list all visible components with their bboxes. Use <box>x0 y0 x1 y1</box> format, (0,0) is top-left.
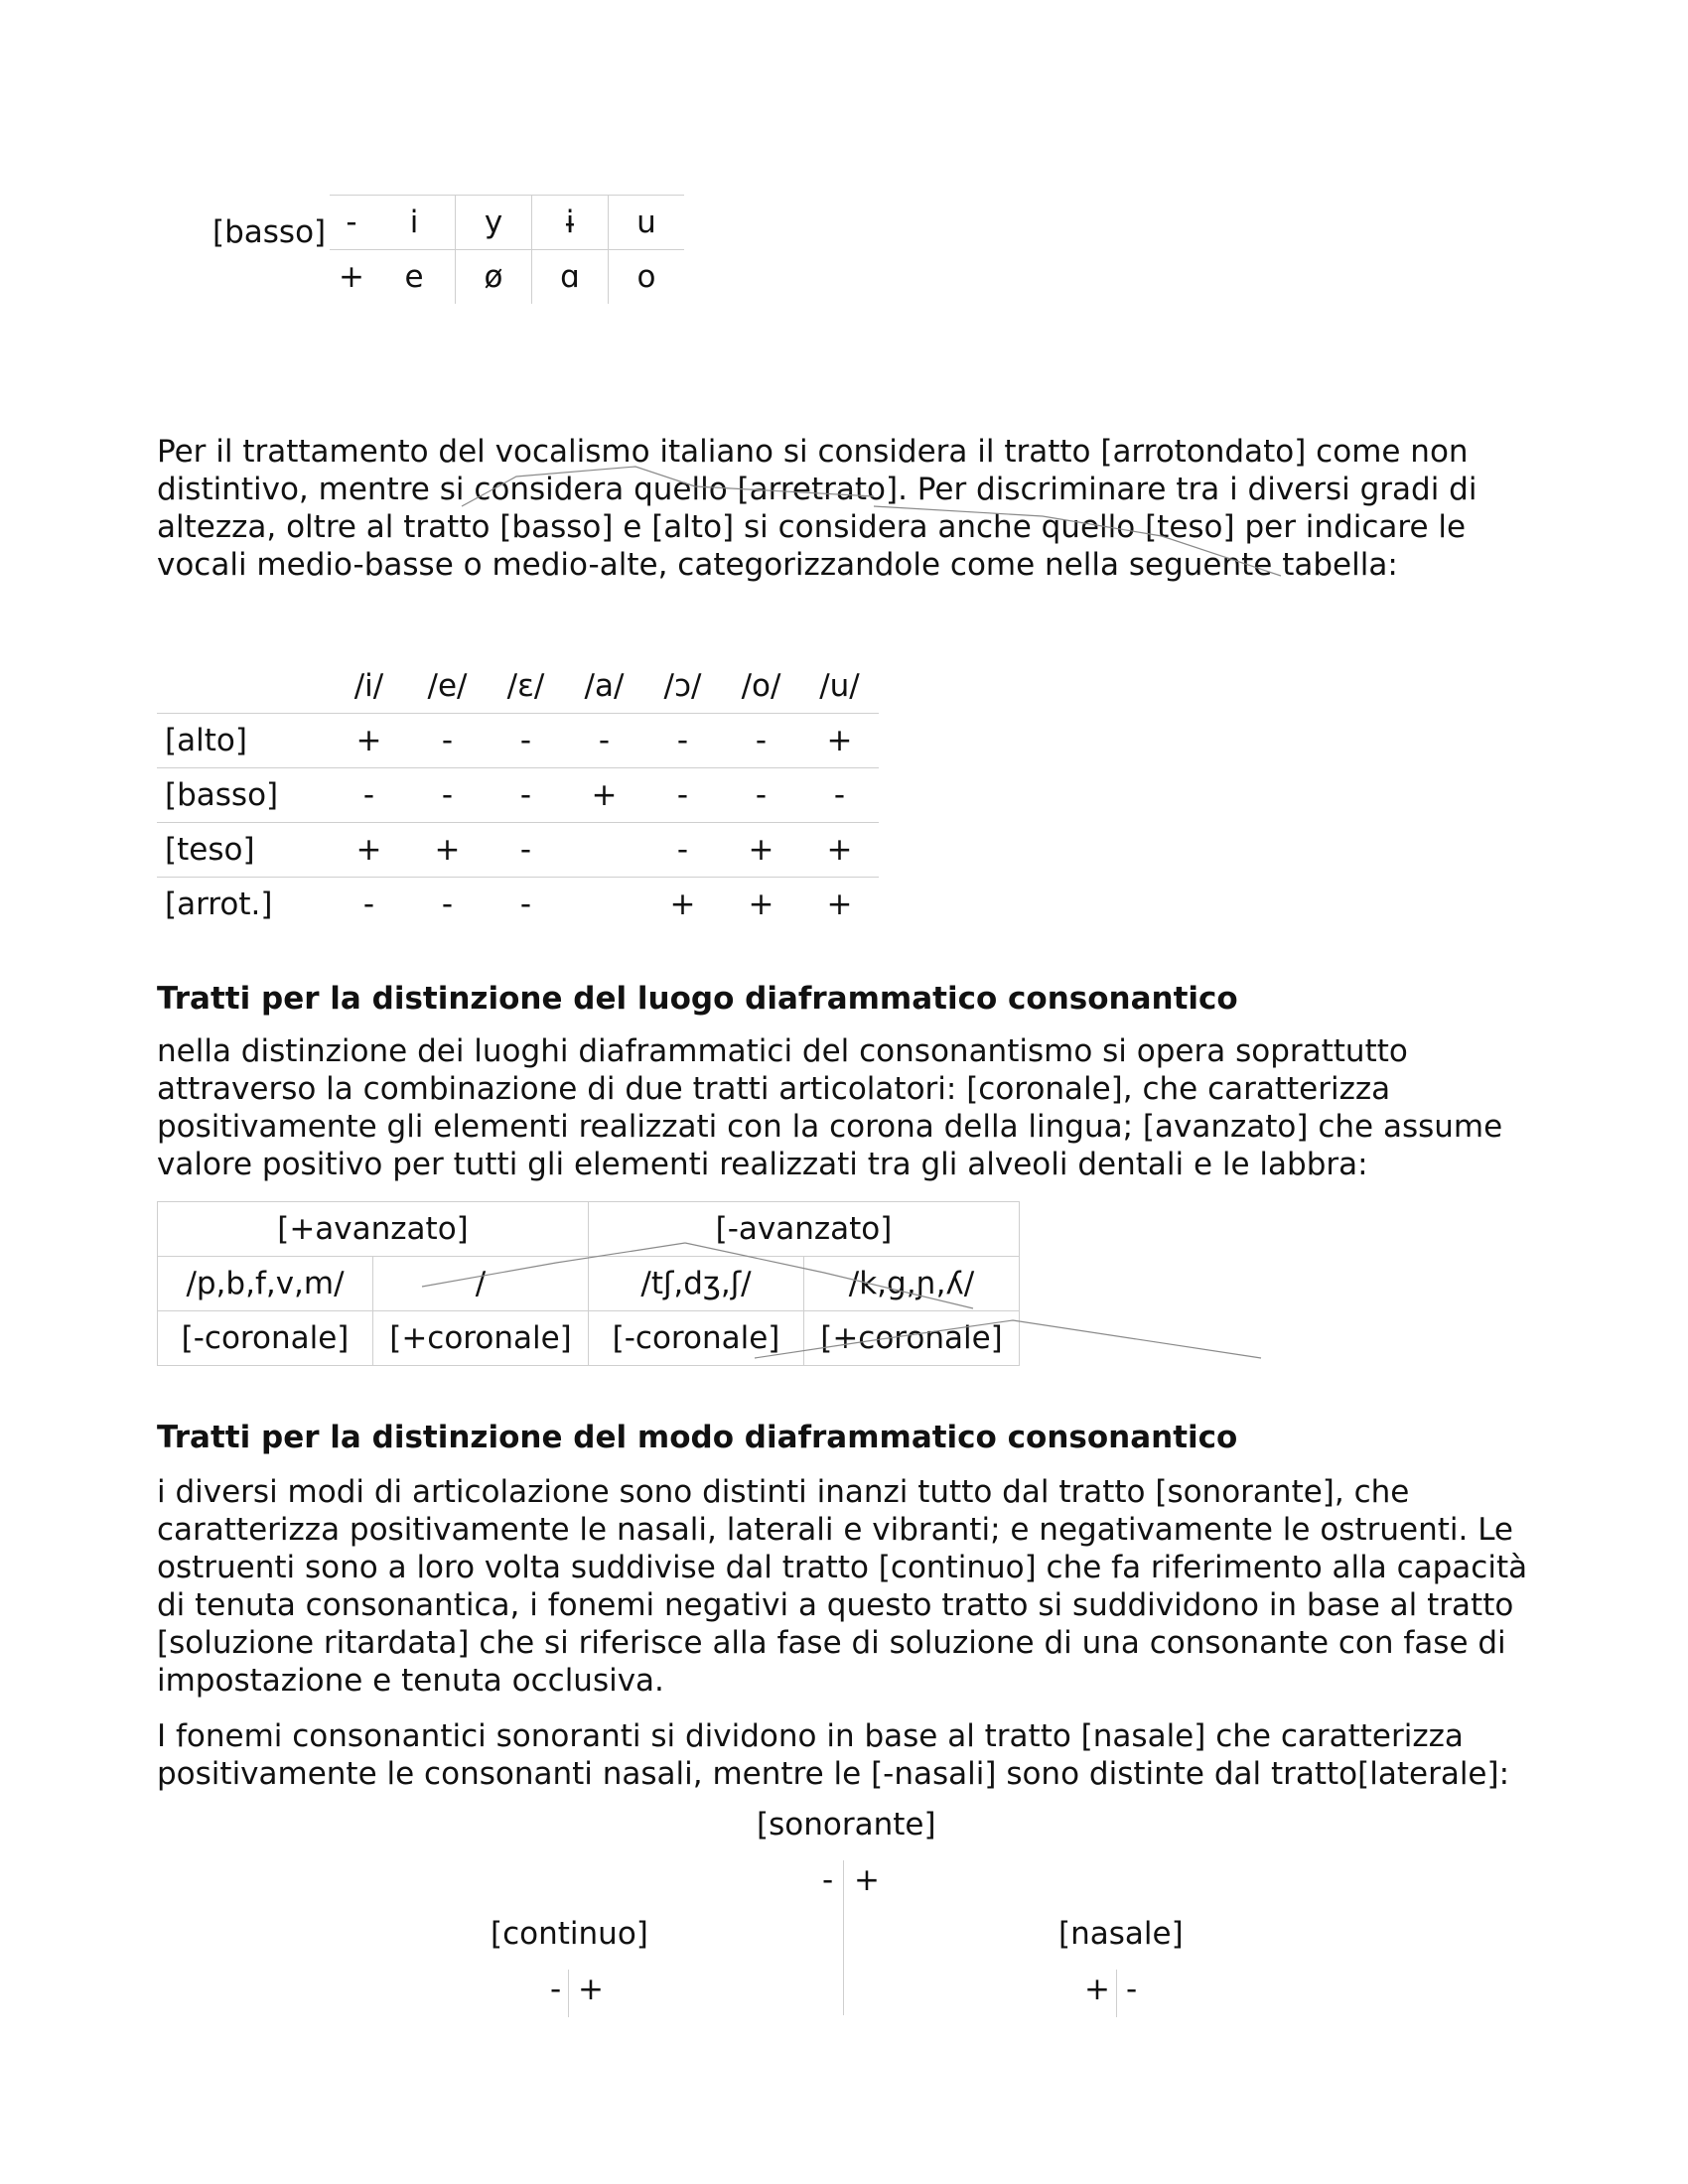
table-cell: - <box>362 887 375 922</box>
stray-line <box>462 467 874 506</box>
table-cell: + <box>826 887 853 922</box>
table-header-cell: /e/ <box>408 659 487 714</box>
table-cell: y <box>456 196 532 250</box>
tree-root-minus: - <box>822 1862 834 1898</box>
table-cell: e <box>404 259 424 295</box>
table-cell: [+coronale] <box>804 1311 1020 1366</box>
table-cell: - <box>565 714 643 768</box>
table-cell: ø <box>456 250 532 305</box>
table-cell: o <box>609 250 685 305</box>
table-header-cell: /ɔ/ <box>643 659 722 714</box>
stray-line <box>685 1243 973 1308</box>
paragraph-vocalismo: Per il trattamento del vocalismo italiano si considera il tratto [arrotondato] come non distintivo, mentre si considera quello [arretrato]. Per discriminare tra i diversi gradi di altezza, oltre al tratto [basso] e [alto] si considera anche quello [teso] per indicare le vocali medio-basse o medio-alte, categorizzandole come nella seguente tabella: <box>157 434 1477 583</box>
tree-left-plus: + <box>578 1972 604 2007</box>
table-cell: + <box>800 823 879 878</box>
table-cell: [-coronale] <box>589 1311 804 1366</box>
paragraph-place: nella distinzione dei luoghi diaframmatici del consonantismo si opera soprattutto attraverso la combinazione di due tratti articolatori: [coronale], che caratterizza positivamente gli elementi realizzati con la corona della lingua; [avanzato] che assume valore positivo per tutti gli elementi realizzati tra gli alveoli dentali e le labbra: <box>157 1033 1503 1182</box>
table-row-label: [arrot.] <box>165 887 273 922</box>
table-cell: - <box>441 887 454 922</box>
table-cell: - <box>487 714 565 768</box>
table-cell: + <box>339 259 364 295</box>
table-header-cell: /a/ <box>565 659 643 714</box>
table-row-label: [basso] <box>157 768 330 823</box>
table-cell: / <box>373 1257 589 1311</box>
table-cell: - <box>722 768 800 823</box>
table-cell: + <box>330 714 408 768</box>
table-cell: + <box>330 823 408 878</box>
paragraph-manner: i diversi modi di articolazione sono distinti inanzi tutto dal tratto [sonorante], che caratterizza positivamente le nasali, laterali e vibranti; e negativamente le ostruenti. Le ostruenti sono a loro volta suddivise dal tratto [continuo] che fa riferimento alla capacità di tenuta consonantica, i fonemi negativi a questo tratto si suddividono in base al tratto [soluzione ritardata] che si riferisce alla fase di soluzione di una consonante con fase di impostazione e tenuta occlusiva. <box>157 1474 1528 1699</box>
table-header-cell: [-avanzato] <box>589 1202 1020 1257</box>
tree-root-label: [sonorante] <box>757 1807 936 1843</box>
table-cell: - <box>408 768 487 823</box>
table-cell: + <box>408 823 487 878</box>
table-header-cell: /ɛ/ <box>487 659 565 714</box>
tree-right-node-label: [nasale] <box>1058 1916 1184 1952</box>
table-cell: - <box>487 768 565 823</box>
table-cell: + <box>722 823 800 878</box>
table-cell: - <box>487 823 565 878</box>
table-header-cell: /o/ <box>722 659 800 714</box>
table-cell: - <box>519 887 532 922</box>
table-cell: /k,g,ɲ,ʎ/ <box>804 1257 1020 1311</box>
tree-left-node-label: [continuo] <box>491 1916 648 1952</box>
table-cell: - <box>330 768 408 823</box>
table-cell: ɨ <box>532 196 609 250</box>
heading-manner: Tratti per la distinzione del modo diaframmatico consonantico <box>157 1420 1238 1455</box>
table-cell: - <box>722 714 800 768</box>
table-row-label: [alto] <box>157 714 330 768</box>
stray-line <box>422 1243 685 1287</box>
stray-line <box>755 1320 1261 1358</box>
table-cell: u <box>609 196 685 250</box>
table-cell: [-coronale] <box>158 1311 373 1366</box>
table-header-cell: [+avanzato] <box>158 1202 589 1257</box>
tree-left-minus: - <box>550 1972 562 2007</box>
basso-table-label: [basso] <box>212 214 327 250</box>
table-cell: - <box>643 714 722 768</box>
table-cell: - <box>408 714 487 768</box>
table-header-cell: /u/ <box>800 659 879 714</box>
table-cell: - <box>643 768 722 823</box>
table-cell: i <box>373 196 456 250</box>
tree-right-minus: - <box>1126 1972 1138 2007</box>
table-cell: - <box>330 196 373 250</box>
stray-line <box>874 506 1281 576</box>
tree-right-plus: + <box>1084 1972 1110 2007</box>
table-cell: /tʃ,dʒ,ʃ/ <box>589 1257 804 1311</box>
table-cell: + <box>565 768 643 823</box>
table-cell: - <box>643 823 722 878</box>
table-cell: /p,b,f,v,m/ <box>158 1257 373 1311</box>
table-row-label: [teso] <box>157 823 330 878</box>
table-cell: + <box>748 887 774 922</box>
table-cell: [+coronale] <box>373 1311 589 1366</box>
table-cell: + <box>800 714 879 768</box>
table-cell: - <box>800 768 879 823</box>
paragraph-sonoranti: I fonemi consonantici sonoranti si dividono in base al tratto [nasale] che caratterizza positivamente le consonanti nasali, mentre le [-nasali] sono distinte dal tratto[laterale]: <box>157 1718 1510 1792</box>
heading-place: Tratti per la distinzione del luogo diaframmatico consonantico <box>157 981 1238 1017</box>
table-header-cell: /i/ <box>330 659 408 714</box>
table-cell: + <box>669 887 696 922</box>
table-cell: ɑ <box>532 250 609 305</box>
tree-root-plus: + <box>854 1862 880 1898</box>
